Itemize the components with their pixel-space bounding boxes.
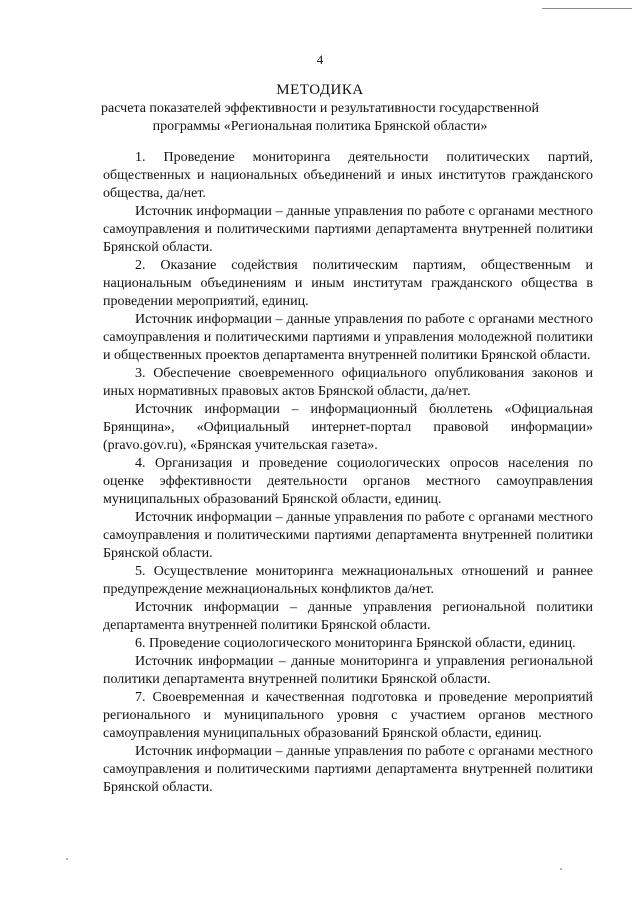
paragraph-source-4: Источник информации – данные управления по работе с органами местного самоуправления и политическими партиями департамента внутренней политики Брянской области. — [103, 510, 593, 561]
scan-speck — [66, 858, 68, 860]
scan-edge-line — [542, 8, 632, 9]
paragraph-source-2: Источник информации – данные управления по работе с органами местного самоуправления и политическими партиями и управления молодежной политики и общественных проектов департамента внутренней политики Брянской области. — [103, 312, 593, 363]
paragraph-indicator-2: 2. Оказание содействия политическим партиям, общественным и национальным объединениям и иным институтам гражданского общества в проведении мероприятий, единиц. — [103, 258, 593, 309]
scan-speck — [560, 868, 562, 870]
paragraph-indicator-4: 4. Организация и проведение социологических опросов населения по оценке эффективности деятельности органов местного самоуправления муниципальных образований Брянской области, единиц. — [103, 456, 593, 507]
document-title: МЕТОДИКА — [276, 82, 364, 98]
paragraph-source-7: Источник информации – данные управления по работе с органами местного самоуправления и политическими партиями департамента внутренней политики Брянской области. — [103, 744, 593, 795]
paragraph-source-6: Источник информации – данные мониторинга и управления региональной политики департамента внутренней политики Брянской области. — [103, 654, 593, 687]
document-subtitle: расчета показателей эффективности и результативности государственной программы «Региональная политика Брянской области» — [101, 101, 539, 134]
document-body — [103, 149, 593, 797]
paragraph-indicator-7: 7. Своевременная и качественная подготовка и проведение мероприятий регионального и муниципального уровня с участием органов местного самоуправления муниципальных образований Брянской области, единиц. — [103, 690, 593, 741]
page-number: 4 — [316, 52, 324, 67]
paragraph-indicator-3: 3. Обеспечение своевременного официального опубликования законов и иных нормативных правовых актов Брянской области, да/нет. — [103, 366, 593, 399]
paragraph-indicator-6: 6. Проведение социологического мониторинга Брянской области, единиц. — [135, 636, 576, 651]
paragraph-source-1: Источник информации – данные управления по работе с органами местного самоуправления и политическими партиями департамента внутренней политики Брянской области. — [103, 204, 593, 255]
paragraph-source-3: Источник информации – информационный бюллетень «Официальная Брянщина», «Официальный интернет-портал правовой информации» (pravo.gov.ru), «Брянская учительская газета». — [103, 402, 593, 453]
paragraph-source-5: Источник информации – данные управления региональной политики департамента внутренней политики Брянской области. — [103, 600, 593, 633]
paragraph-indicator-5: 5. Осуществление мониторинга межнациональных отношений и раннее предупреждение межнациональных конфликтов да/нет. — [103, 564, 593, 597]
paragraph-indicator-1: 1. Проведение мониторинга деятельности политических партий, общественных и национальных объединений и иных институтов гражданского общества, да/нет. — [103, 150, 593, 201]
